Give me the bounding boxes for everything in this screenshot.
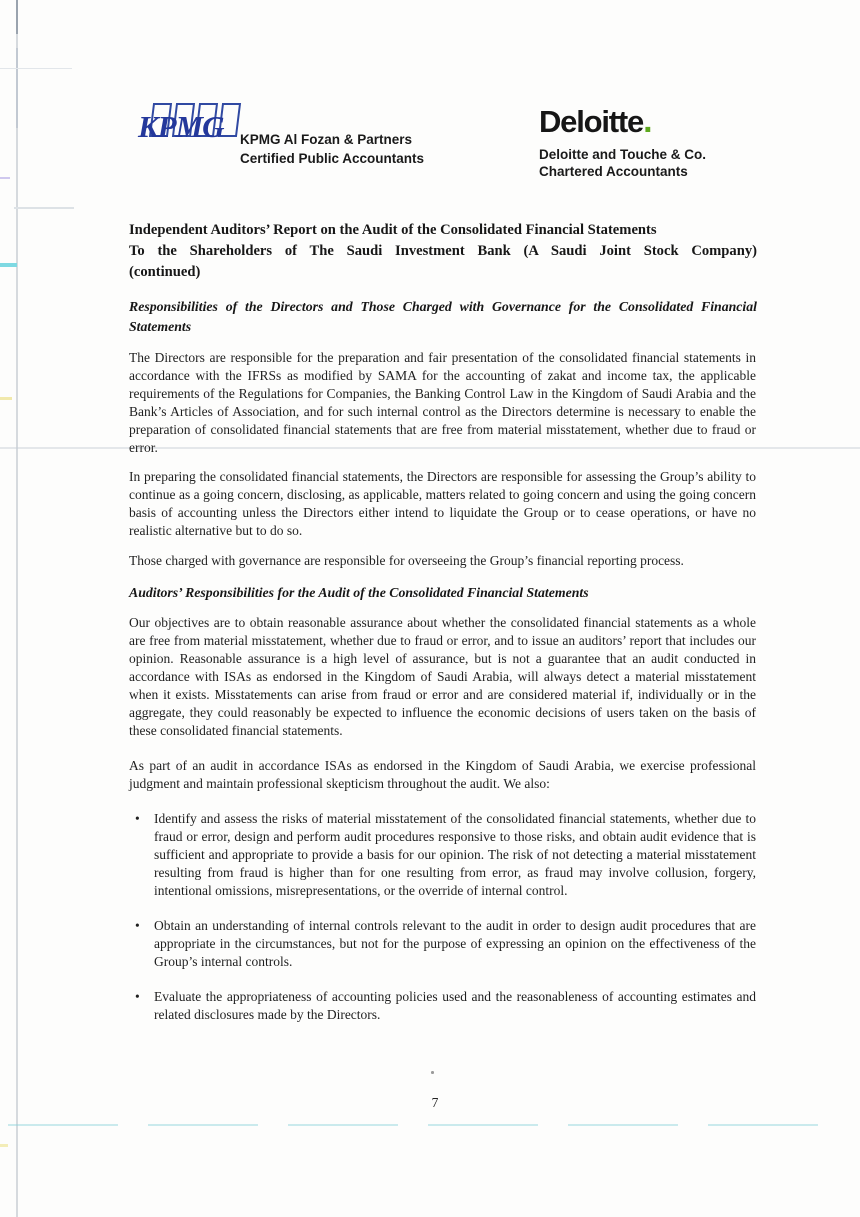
paragraph-professional-skepticism: As part of an audit in accordance ISAs as endorsed in the Kingdom of Saudi Arabia, we exercise professional judgment and maintain professional skepticism throughout the audit. We also:	[129, 758, 756, 791]
scan-artifact-footer-dot	[431, 1071, 434, 1074]
paragraph-governance-oversight: Those charged with governance are responsible for overseeing the Group’s financial reporting process.	[129, 553, 684, 568]
page-number: 7	[431, 1095, 439, 1110]
scan-artifact-vertical-line	[16, 0, 18, 1217]
scan-artifact-horizontal-ghost-left	[14, 207, 74, 209]
report-title-line1: Independent Auditors’ Report on the Audit of the Consolidated Financial Statements	[129, 222, 657, 238]
scan-artifact-horizontal-ghost-top	[0, 68, 72, 69]
deloitte-firm-name: Deloitte and Touche & Co.	[539, 147, 707, 162]
bullet-icon: •	[135, 989, 140, 1004]
list-item-text: Obtain an understanding of internal controls relevant to the audit in order to design audit procedures that are appropriate in the circumstances, but not for the purpose of expressing an opinion on the effectiveness of the Group’s internal controls.	[154, 918, 756, 969]
kpmg-firm-block	[240, 130, 424, 168]
list-item-text: Evaluate the appropriateness of accounting policies used and the reasonableness of accounting estimates and related disclosures made by the Directors.	[154, 989, 756, 1022]
scan-artifact-yellow-tick-bottom	[0, 1144, 8, 1147]
deloitte-wordmark-text: Deloitte	[539, 104, 644, 139]
scan-artifact-vertical-line-mid	[16, 48, 18, 128]
paragraph-going-concern: In preparing the consolidated financial statements, the Directors are responsible for assessing the Group’s ability to continue as a going concern, disclosing, as applicable, matters related to going concern and using the going concern basis of accounting unless the Directors either intend to liquidate the Group or to cease operations, or have no realistic alternative but to do so.	[129, 469, 756, 538]
scan-artifact-cyan-tick	[0, 263, 17, 267]
scan-artifact-vertical-line-top	[16, 0, 18, 34]
section-heading-auditors-responsibilities: Auditors’ Responsibilities for the Audit of the Consolidated Financial Statements	[129, 585, 589, 600]
deloitte-firm-subtitle: Chartered Accountants	[539, 164, 688, 179]
deloitte-green-dot-icon: .	[643, 102, 653, 140]
kpmg-firm-name: KPMG Al Fozan & Partners	[240, 132, 413, 147]
paragraph-directors-responsibility: The Directors are responsible for the preparation and fair presentation of the consolidated financial statements in accordance with the IFRSs as modified by SAMA for the accounting of zakat and income tax, the applicable requirements of the Regulations for Companies, the Banking Control Law in the Kingdom of Saudi Arabia and the Bank’s Articles of Association, and for such internal control as the Directors determine is necessary to enable the preparation of consolidated financial statements that are free from material misstatement, whether due to fraud or error.	[129, 350, 756, 455]
bullet-icon: •	[135, 918, 140, 933]
report-title-line3: (continued)	[129, 264, 201, 280]
report-title-line2: To the Shareholders of The Saudi Investment Bank (A Saudi Joint Stock Company)	[129, 243, 757, 259]
kpmg-wordmark: KPMG	[138, 109, 224, 144]
deloitte-logo	[539, 102, 653, 141]
list-item-text: Identify and assess the risks of material misstatement of the consolidated financial statements, whether due to fraud or error, design and perform audit procedures responsive to those risks, and obtain audit evidence that is sufficient and appropriate to provide a basis for our opinion. The risk of not detecting a material misstatement resulting from fraud is higher than for one resulting from error, as fraud may involve collusion, forgery, intentional omissions, misrepresentations, or the override of internal control.	[154, 811, 756, 898]
paragraph-audit-objectives: Our objectives are to obtain reasonable assurance about whether the consolidated financial statements as a whole are free from material misstatement, whether due to fraud or error, and to issue an auditors’ report that includes our opinion. Reasonable assurance is a high level of assurance, but is not a guarantee that an audit conducted in accordance with ISAs as endorsed in the Kingdom of Saudi Arabia, will always detect a material misstatement when it exists. Misstatements can arise from fraud or error and are considered material if, individually or in the aggregate, they could reasonably be expected to influence the economic decisions of users taken on the basis of these consolidated financial statements.	[129, 615, 756, 738]
deloitte-firm-block	[539, 146, 706, 180]
list-item-accounting-policies	[129, 988, 756, 1024]
list-item-identify-risks	[129, 810, 756, 900]
report-title	[129, 220, 757, 283]
scan-artifact-purple-tick	[0, 177, 10, 179]
kpmg-firm-subtitle: Certified Public Accountants	[240, 151, 425, 166]
kpmg-logo	[138, 100, 238, 146]
list-item-internal-controls	[129, 917, 756, 971]
scan-artifact-bottom-cyan-line	[8, 1124, 820, 1126]
scan-artifact-yellow-tick	[0, 397, 12, 400]
bullet-icon: •	[135, 811, 140, 826]
section-heading-directors-responsibilities: Responsibilities of the Directors and Those Charged with Governance for the Consolidated Financial Statements	[129, 299, 757, 334]
